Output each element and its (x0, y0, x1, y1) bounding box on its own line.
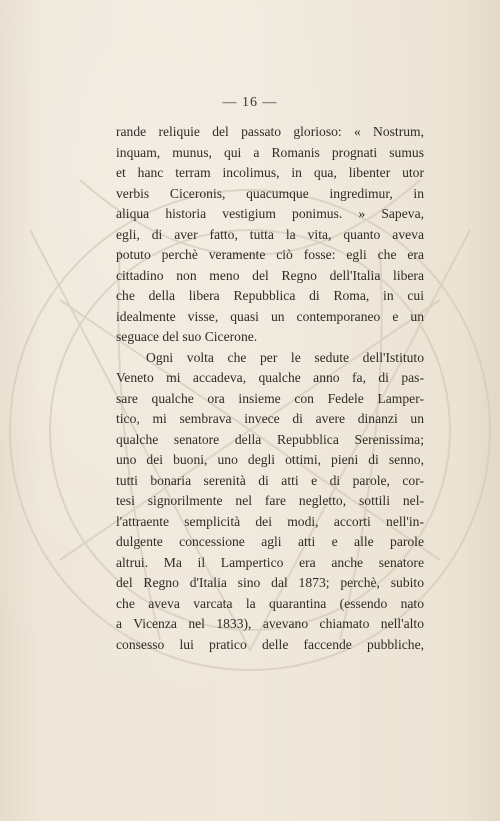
text-line: consesso lui pratico delle faccende pubbliche, (116, 636, 424, 652)
text-line: a Vicenza nel 1833), avevano chiamato nell'alto (116, 616, 424, 631)
text-line: seguace del suo Cicerone. (116, 329, 258, 344)
text-line: potuto perchè veramente ciò fosse: egli che era (116, 247, 424, 262)
text-line: tico, mi sembrava invece di avere dinanzi un (116, 411, 424, 426)
text-line: che della libera Repubblica di Roma, in cui (116, 288, 424, 303)
text-line: qualche senatore della Repubblica Serenissima; (116, 431, 424, 447)
text-line: altrui. Ma il Lampertico era anche senatore (116, 554, 424, 570)
text-line: che aveva varcata la quarantina (essendo nato (116, 595, 424, 611)
text-line: verbis Ciceronis, quacumque ingredimur, in (116, 185, 424, 201)
body-text (116, 122, 424, 655)
text-line: Ogni volta che per le sedute dell'Istituto (146, 349, 424, 365)
text-line: tutti bonaria serenità di atti e di parole, cor- (116, 472, 424, 488)
text-line: del Regno d'Italia sino dal 1873; perchè, subito (116, 575, 424, 590)
text-line: uno dei buoni, uno degli ottimi, pieni di senno, (116, 452, 424, 467)
text-line: et hanc terram incolimus, in qua, libenter utor (116, 165, 424, 180)
text-line: cittadino non meno del Regno dell'Italia libera (116, 267, 424, 283)
text-line: tesi signorilmente nel fare negletto, sottili nel- (116, 493, 424, 508)
text-line: aliqua historia vestigium ponimus. » Sapeva, (116, 206, 424, 221)
text-line: egli, di aver fatto, tutta la vita, quanto aveva (116, 226, 424, 242)
text-line: inquam, munus, qui a Romanis prognati sumus (116, 144, 424, 160)
text-line: l'attraente semplicità dei modi, accorti nell'in- (116, 513, 424, 529)
text-line: dulgente concessione agli atti e alle parole (116, 534, 424, 549)
text-line: idealmente visse, quasi un contemporaneo e un (116, 308, 424, 324)
page-number: — 16 — (222, 95, 278, 110)
text-line: rande reliquie del passato glorioso: « Nostrum, (116, 124, 424, 139)
text-line: Veneto mi accadeva, qualche anno fa, di pas- (116, 370, 424, 385)
text-line: sare qualche ora insieme con Fedele Lamper- (116, 390, 424, 406)
